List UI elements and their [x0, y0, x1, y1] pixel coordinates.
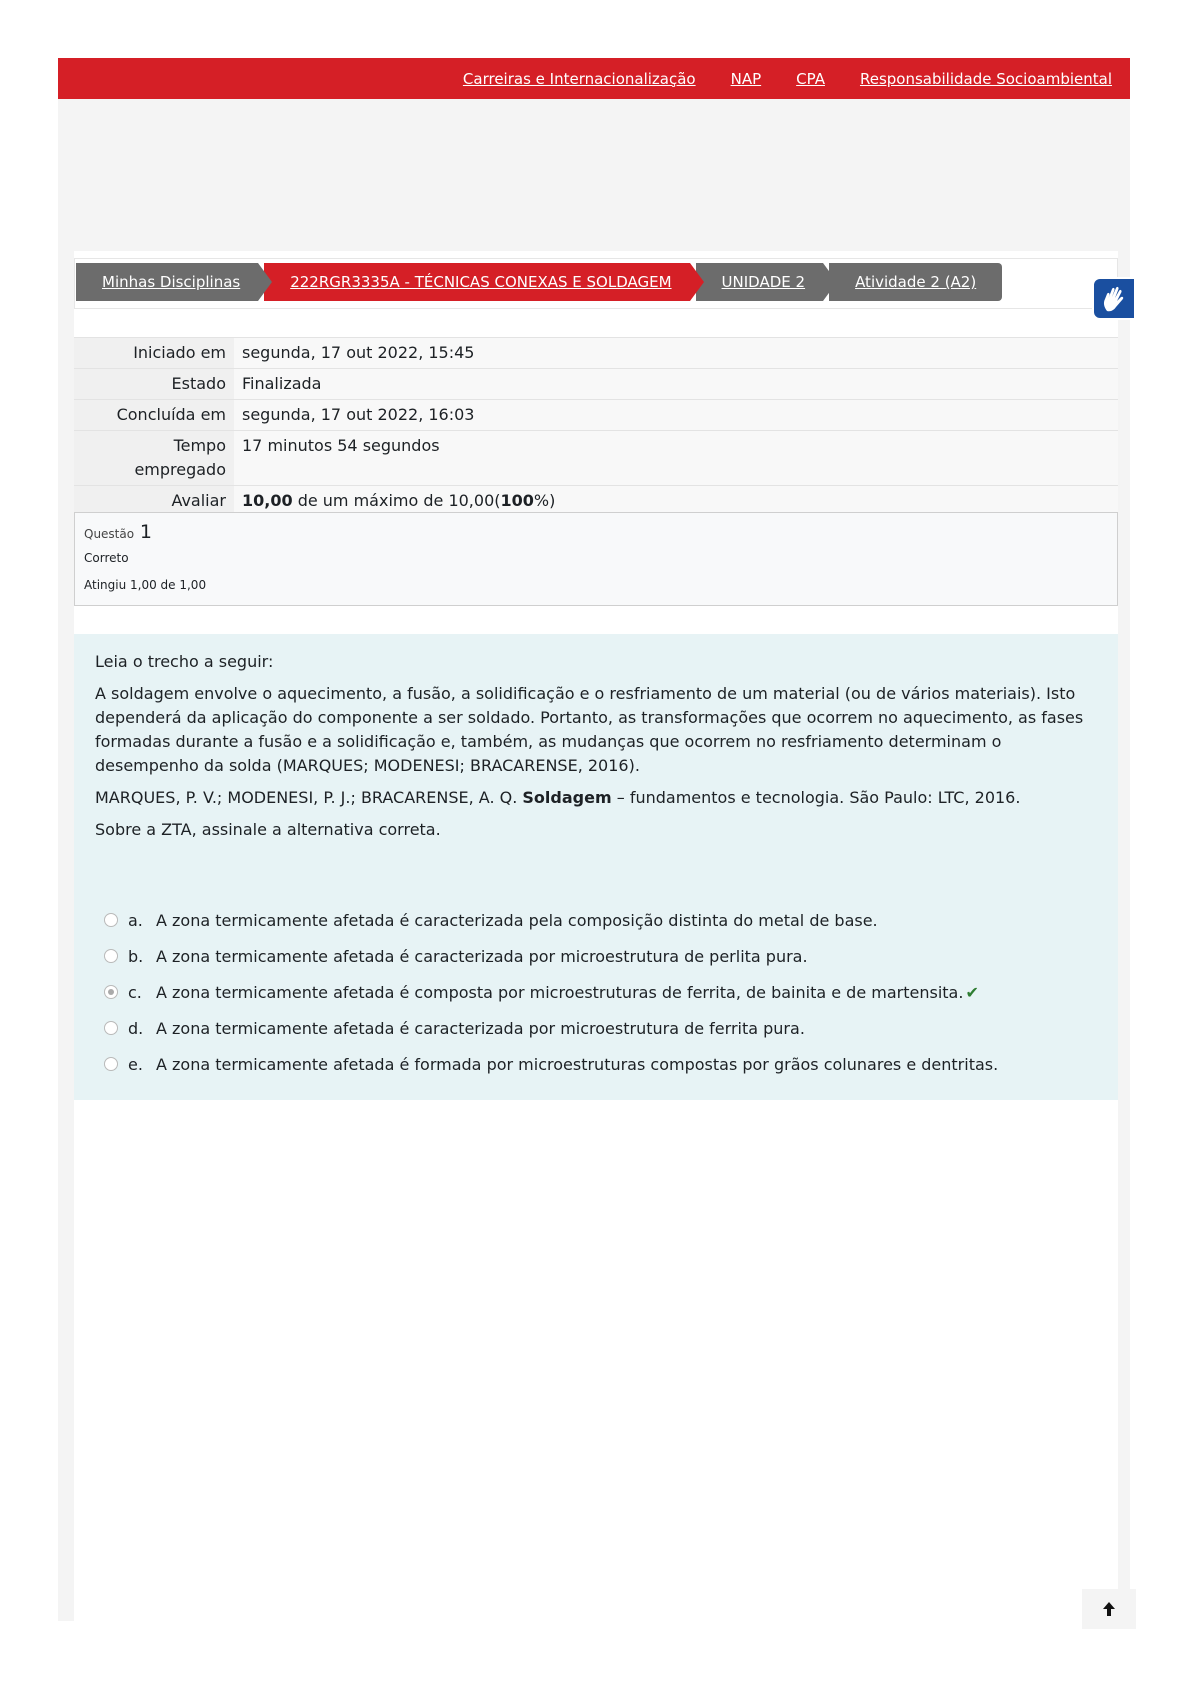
answer-text-b: A zona termicamente afetada é caracterizada por microestrutura de perlita pura.: [156, 946, 808, 966]
question-number: Questão 1: [84, 521, 153, 543]
radio-b[interactable]: [104, 949, 118, 963]
question-info-box: [74, 512, 1118, 606]
nav-link-cpa[interactable]: CPA: [796, 69, 825, 88]
question-passage: A soldagem envolve o aquecimento, a fusão, a solidificação e o resfriamento de um material (ou de vários materiais). Isto dependerá da aplicação do componente a ser soldado. Portanto, as transformações que ocorrem no aquecimento, as fases formadas durante a fusão e a solidificação e, também, as mudanças que ocorrem no resfriamento determinam o desempenho da solda (MARQUES; MODENESI; BRACARENSE, 2016).: [95, 684, 1084, 775]
completed-value: segunda, 17 out 2022, 16:03: [242, 405, 475, 424]
time-value: 17 minutos 54 segundos: [242, 436, 440, 455]
breadcrumb-course[interactable]: 222RGR3335A - TÉCNICAS CONEXAS E SOLDAGEM: [264, 263, 689, 301]
started-value: segunda, 17 out 2022, 15:45: [242, 343, 475, 362]
question-intro: Leia o trecho a seguir:: [95, 652, 274, 671]
radio-d[interactable]: [104, 1021, 118, 1035]
state-value: Finalizada: [242, 374, 322, 393]
question-points: Atingiu 1,00 de 1,00: [84, 578, 207, 592]
breadcrumb: [76, 263, 1008, 301]
answer-option-e[interactable]: e. A zona termicamente afetada é formada por microestruturas compostas por grãos colunares e dentritas.: [104, 1046, 1104, 1082]
grade-label: Avaliar: [74, 486, 234, 516]
attempt-summary-table: [74, 337, 1118, 516]
nav-link-responsabilidade[interactable]: Responsabilidade Socioambiental: [859, 69, 1112, 88]
radio-e[interactable]: [104, 1057, 118, 1071]
radio-c-selected[interactable]: [104, 985, 118, 999]
summary-row-state: [74, 368, 1118, 399]
question-reference: MARQUES, P. V.; MODENESI, P. J.; BRACARENSE, A. Q. Soldagem – fundamentos e tecnologia. São Paulo: LTC, 2016.: [95, 788, 1021, 807]
answer-text-a: A zona termicamente afetada é caracterizada pela composição distinta do metal de base.: [156, 910, 878, 930]
grade-value: 10,00 de um máximo de 10,00(100%): [242, 491, 556, 510]
nav-link-nap[interactable]: NAP: [730, 69, 762, 88]
answer-options: [104, 902, 1104, 1082]
summary-row-completed: [74, 399, 1118, 430]
correct-check-icon: ✔: [965, 982, 979, 1002]
arrow-up-icon: [1102, 1601, 1116, 1617]
completed-label: Concluída em: [74, 400, 234, 430]
summary-row-time: [74, 430, 1118, 485]
back-to-top-button[interactable]: [1082, 1589, 1136, 1629]
answer-text-c: A zona termicamente afetada é composta por microestruturas de ferrita, de bainita e de martensita.: [156, 982, 964, 1002]
breadcrumb-unidade[interactable]: UNIDADE 2: [696, 263, 824, 301]
radio-a[interactable]: [104, 913, 118, 927]
started-label: Iniciado em: [74, 338, 234, 368]
question-status: Correto: [84, 551, 129, 565]
summary-row-started: [74, 337, 1118, 368]
answer-option-a[interactable]: a. A zona termicamente afetada é caracterizada pela composição distinta do metal de base.: [104, 902, 1104, 938]
answer-option-d[interactable]: d. A zona termicamente afetada é caracterizada por microestrutura de ferrita pura.: [104, 1010, 1104, 1046]
answer-text-d: A zona termicamente afetada é caracterizada por microestrutura de ferrita pura.: [156, 1018, 805, 1038]
answer-text-e: A zona termicamente afetada é formada por microestruturas compostas por grãos colunares e dentritas.: [156, 1054, 999, 1074]
question-prompt: Sobre a ZTA, assinale a alternativa correta.: [95, 820, 441, 839]
hand-sign-icon: [1101, 285, 1127, 313]
time-label: Tempo empregado: [74, 431, 234, 485]
breadcrumb-minhas-disciplinas[interactable]: Minhas Disciplinas: [76, 263, 258, 301]
answer-option-b[interactable]: b. A zona termicamente afetada é caracterizada por microestrutura de perlita pura.: [104, 938, 1104, 974]
accessibility-sign-language-button[interactable]: [1092, 277, 1136, 320]
nav-link-carreiras[interactable]: Carreiras e Internacionalização: [462, 69, 696, 88]
breadcrumb-atividade[interactable]: Atividade 2 (A2): [829, 263, 1002, 301]
top-navigation-bar: [58, 58, 1130, 99]
state-label: Estado: [74, 369, 234, 399]
answer-option-c[interactable]: c. A zona termicamente afetada é composta por microestruturas de ferrita, de bainita e de martensita. ✔: [104, 974, 1104, 1010]
